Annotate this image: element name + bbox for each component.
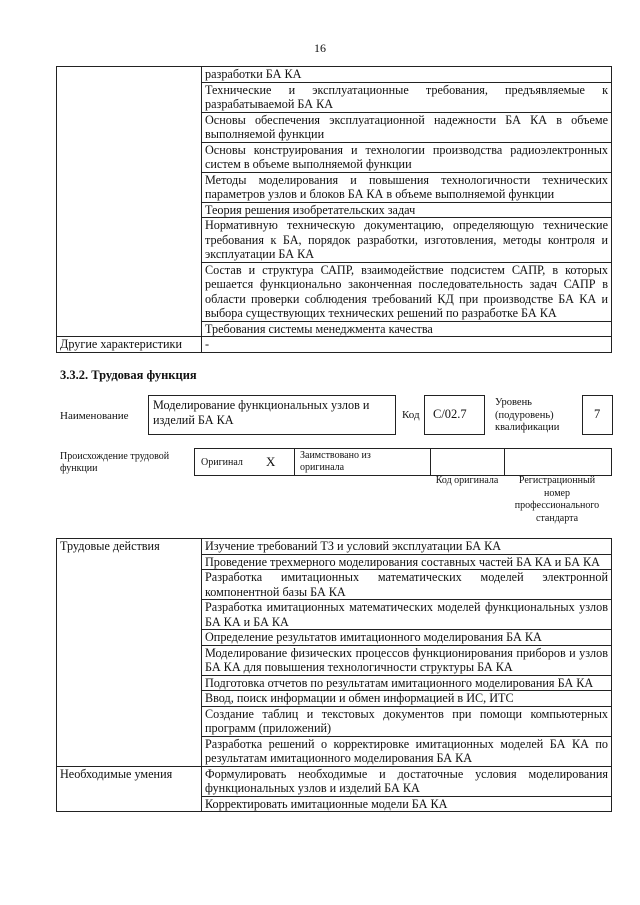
name-box [148,395,396,435]
labor-action-item: Ввод, поиск информации и обмен информацией в ИС, ИТС [202,691,612,707]
labor-action-item: Моделирование физических процессов функционирования приборов и узлов БА КА для повышения технологичности структуры БА КА [202,645,612,675]
skills-label: Необходимые умения [57,766,202,812]
knowledge-item: разработки БА КА [202,67,612,83]
knowledge-item: Состав и структура САПР, взаимодействие подсистем САПР, в которых решается функционально законченная последовательность задач САПР в области проверки соблюдения требований КД при производстве БА КА и выбора существующих технических решений по разработке БА КА [202,262,612,321]
other-characteristics-label: Другие характеристики [57,337,202,353]
origin-divider [294,448,295,475]
skill-item: Формулировать необходимые и достаточные условия моделирования функциональных узлов и изделий БА КА [202,766,612,796]
level-label: Уровень (подуровень) квалификации [495,397,560,433]
labor-table [56,538,612,812]
knowledge-item: Теория решения изобретательских задач [202,202,612,218]
labor-action-item: Разработка имитационных математических моделей электронной компонентной базы БА КА [202,570,612,600]
labor-action-item: Определение результатов имитационного моделирования БА КА [202,630,612,646]
level-value: 7 [594,407,601,421]
origin-divider [504,448,505,475]
original-label: Оригинал [201,457,243,468]
knowledge-label [57,67,202,337]
level-box [582,395,613,435]
page-number: 16 [314,41,326,55]
code-box [424,395,485,435]
skill-item: Корректировать имитационные модели БА КА [202,796,612,812]
labor-action-item: Проведение трехмерного моделирования составных частей БА КА и БА КА [202,554,612,570]
labor-action-item: Подготовка отчетов по результатам имитационного моделирования БА КА [202,675,612,691]
origin-label: Происхождение трудовой функции [60,451,170,474]
section-heading: 3.3.2. Трудовая функция [60,368,197,382]
name-label: Наименование [60,410,129,422]
knowledge-item: Основы обеспечения эксплуатационной надежности БА КА в объеме выполняемой функции [202,112,612,142]
origin-box [194,448,612,476]
knowledge-table [56,66,612,353]
code-caption: Код оригинала [435,475,499,486]
original-mark: X [266,454,276,469]
knowledge-item: Технические и эксплуатационные требования, предъявляемые к разрабатываемой БА КА [202,82,612,112]
knowledge-item: Основы конструирования и технологии производства радиоэлектронных систем в объеме выполняемой функции [202,142,612,172]
reg-caption: Регистрационный номер профессионального стандарта [514,475,600,524]
other-characteristics-value: - [202,337,612,353]
labor-actions-label: Трудовые действия [57,539,202,767]
code-label: Код [402,409,420,421]
borrowed-label: Заимствовано из оригинала [300,450,371,473]
origin-divider [430,448,431,475]
labor-action-item: Разработка имитационных математических моделей функциональных узлов БА КА и БА КА [202,600,612,630]
labor-action-item: Разработка решений о корректировке имитационных моделей БА КА по результатам имитационного моделирования БА КА [202,736,612,766]
labor-action-item: Изучение требований ТЗ и условий эксплуатации БА КА [202,539,612,555]
knowledge-item: Методы моделирования и повышения технологичности технических параметров узлов и блоков БА КА в объеме выполняемой функции [202,172,612,202]
name-value: Моделирование функциональных узлов и изделий БА КА [153,398,370,427]
labor-action-item: Создание таблиц и текстовых документов при помощи компьютерных программ (приложений) [202,706,612,736]
knowledge-item: Нормативную техническую документацию, определяющую технические требования к БА, порядок разработки, изготовления, методы контроля и эксплуатации БА КА [202,218,612,263]
knowledge-item: Требования системы менеджмента качества [202,321,612,337]
code-value: С/02.7 [433,407,467,421]
